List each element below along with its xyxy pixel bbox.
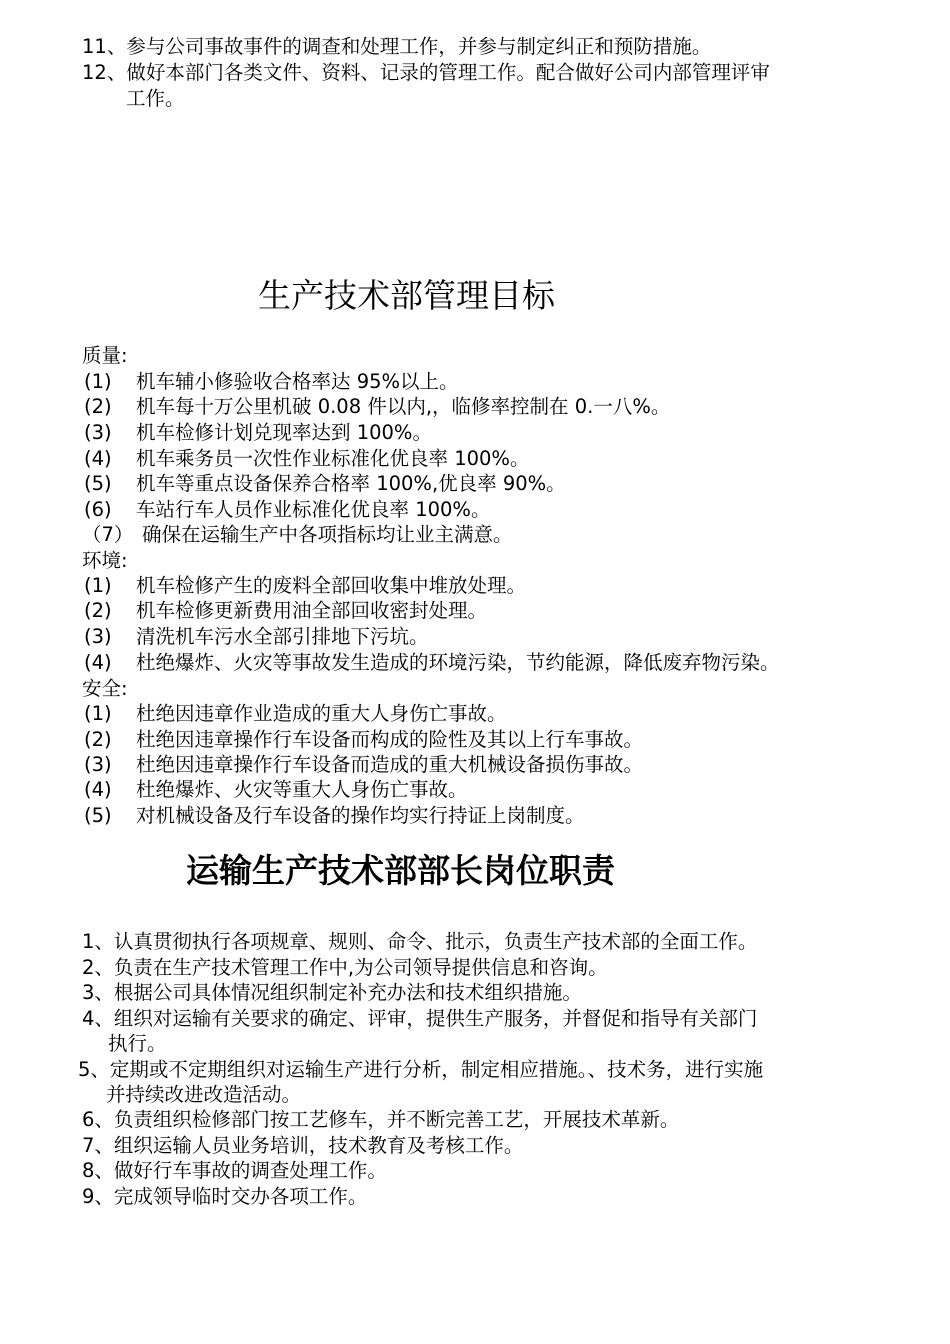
item-number: (4) <box>84 447 112 470</box>
list-item <box>84 471 566 497</box>
item-number: 5、 <box>78 1058 110 1081</box>
list-item <box>84 752 643 778</box>
list-item <box>82 34 711 60</box>
item-number: (4) <box>84 651 112 674</box>
list-item <box>84 497 490 523</box>
item-number: (1) <box>84 702 112 725</box>
item-text: 组织运输人员业务培训，技术教育及考核工作。 <box>113 1134 524 1157</box>
item-text: 机车辅小修验收合格率达 95%以上。 <box>136 370 459 393</box>
item-text: 确保在运输生产中各项指标均让业主满意。 <box>142 523 513 546</box>
safety-label: 安全: <box>82 677 128 700</box>
item-text: 组织对运输有关要求的确定、评审，提供生产服务，并督促和指导有关部门 <box>113 1007 758 1030</box>
item-text: 认真贯彻执行各项规章、规则、命令、批示，负责生产技术部的全面工作。 <box>113 930 758 953</box>
list-item <box>84 701 507 727</box>
item-text: 负责组织检修部门按工艺修车，并不断完善工艺，开展技术革新。 <box>113 1108 680 1131</box>
item-text: 机车检修更新费用油全部回收密封处理。 <box>136 599 488 622</box>
item-number: (5) <box>84 804 112 827</box>
item-number: (1) <box>84 574 112 597</box>
item-number: (2) <box>84 599 112 622</box>
environment-label: 环境: <box>82 549 128 572</box>
list-item <box>84 598 487 624</box>
item-text: 机车每十万公里机破 0.08 件以内,，临修率控制在 0.一八%。 <box>136 395 671 418</box>
item-number: (3) <box>84 421 112 444</box>
item-text: 根据公司具体情况组织制定补充办法和技术组织措施。 <box>113 981 582 1004</box>
list-item <box>82 1184 367 1210</box>
list-item <box>84 394 670 420</box>
item-text: 机车检修计划兑现率达到 100%。 <box>136 421 432 444</box>
list-item <box>84 803 585 829</box>
item-text: 做好行车事故的调查处理工作。 <box>113 1159 387 1182</box>
item-text: 参与公司事故事件的调查和处理工作，并参与制定纠正和预防措施。 <box>126 35 712 58</box>
list-item <box>82 522 513 548</box>
item-number: 6、 <box>82 1108 114 1131</box>
item-number: 4、 <box>82 1007 114 1030</box>
item-continuation: 执行。 <box>108 1032 167 1055</box>
list-item <box>84 369 459 395</box>
section-title: 生产技术部管理目标 <box>258 276 555 315</box>
item-number: (3) <box>84 753 112 776</box>
item-text: 杜绝因违章操作行车设备而造成的重大机械设备损伤事故。 <box>136 753 644 776</box>
item-text: 定期或不定期组织对运输生产进行分析，制定相应措施。、技术务，进行实施 <box>109 1058 764 1081</box>
list-item <box>82 1006 757 1032</box>
item-number: 7、 <box>82 1134 114 1157</box>
item-number: (6) <box>84 498 112 521</box>
list-item <box>84 650 780 676</box>
item-text: 杜绝因违章作业造成的重大人身伤亡事故。 <box>136 702 507 725</box>
item-text: 机车乘务员一次性作业标准化优良率 100%。 <box>136 447 530 470</box>
item-number: (4) <box>84 778 112 801</box>
item-number: 2、 <box>82 956 114 979</box>
list-item <box>84 573 526 599</box>
list-item <box>82 955 608 981</box>
list-item <box>82 980 582 1006</box>
item-text: 负责在生产技术管理工作中,为公司领导提供信息和咨询。 <box>113 956 608 979</box>
list-item <box>84 420 432 446</box>
item-number: 12、 <box>82 61 127 84</box>
item-text: 完成领导临时交办各项工作。 <box>113 1185 368 1208</box>
item-text: 机车检修产生的废料全部回收集中堆放处理。 <box>136 574 527 597</box>
item-text: 机车等重点设备保养合格率 100%,优良率 90%。 <box>136 472 566 495</box>
list-item <box>84 777 468 803</box>
item-text: 做好本部门各类文件、资料、记录的管理工作。配合做好公司内部管理评审 <box>126 61 770 84</box>
list-item <box>82 1133 523 1159</box>
item-number: (2) <box>84 728 112 751</box>
list-item <box>84 624 429 650</box>
item-number: 3、 <box>82 981 114 1004</box>
item-number: (3) <box>84 625 112 648</box>
item-number: （7） <box>82 523 134 546</box>
list-item <box>84 727 643 753</box>
quality-label: 质量: <box>82 344 128 367</box>
item-continuation: 并持续改进改造活动。 <box>106 1083 302 1106</box>
item-number: 8、 <box>82 1159 114 1182</box>
item-number: 11、 <box>82 35 127 58</box>
item-text: 对机械设备及行车设备的操作均实行持证上岗制度。 <box>136 804 585 827</box>
section-title: 运输生产技术部部长岗位职责 <box>186 851 615 890</box>
item-number: (1) <box>84 370 112 393</box>
item-continuation: 工作。 <box>126 87 185 110</box>
item-number: (2) <box>84 395 112 418</box>
list-item <box>82 60 770 86</box>
list-item <box>82 1107 679 1133</box>
list-item <box>82 929 757 955</box>
item-text: 杜绝因违章操作行车设备而构成的险性及其以上行车事故。 <box>136 728 644 751</box>
list-item <box>78 1057 763 1083</box>
item-number: (5) <box>84 472 112 495</box>
item-text: 杜绝爆炸、火灾等事故发生造成的环境污染，节约能源，降低废弃物污染。 <box>136 651 780 674</box>
list-item <box>84 446 529 472</box>
item-number: 1、 <box>82 930 114 953</box>
list-item <box>82 1158 387 1184</box>
item-number: 9、 <box>82 1185 114 1208</box>
item-text: 车站行车人员作业标准化优良率 100%。 <box>136 498 491 521</box>
item-text: 清洗机车污水全部引排地下污坑。 <box>136 625 429 648</box>
item-text: 杜绝爆炸、火灾等重大人身伤亡事故。 <box>136 778 468 801</box>
